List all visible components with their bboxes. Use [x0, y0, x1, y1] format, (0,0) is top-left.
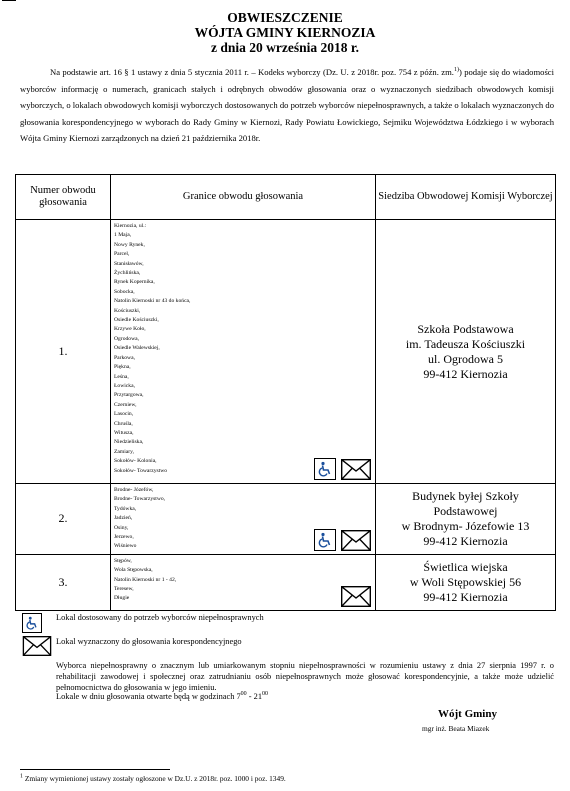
- legend-postal-text: Lokal wyznaczony do głosowania korespondencyjnego: [56, 637, 242, 646]
- street-item: Osiedle Walewskiej,: [114, 345, 160, 352]
- district-streets: [111, 220, 376, 484]
- street-item: Zamiary,: [114, 448, 134, 455]
- street-item: Wiśniewo: [114, 543, 137, 550]
- intro-text-part1: Na podstawie art. 16 § 1 ustawy z dnia 5 stycznia 2011 r. – Kodeks wyborczy (Dz. U. z 2018r. poz. 754 z późn. zm.: [50, 67, 454, 77]
- street-item: Nowy Rynek,: [114, 241, 145, 248]
- street-item: Jadzień,: [114, 515, 133, 522]
- street-item: Lasocin,: [114, 411, 134, 418]
- street-item: Jerzewo,: [114, 534, 134, 541]
- envelope-icon: [341, 530, 371, 551]
- street-item: Parcel,: [114, 251, 130, 258]
- disabled-voter-note: Wyborca niepełnosprawny o znacznym lub umiarkowanym stopniu niepełnosprawności w rozumieniu ustawy z dnia 27 sierpnia 1997 r. o rehabilitacji zawodowej i społecznej oraz zatrudnianiu osób niepełnosprawnych może głosować korespondencyjnie, a także może udzielić pełnomocnictwa do głosowania w jego imieniu.: [56, 661, 554, 692]
- street-item: Żychlińska,: [114, 270, 141, 277]
- street-item: Brodne- Towarzystwo,: [114, 496, 166, 503]
- footnote-separator: [20, 769, 170, 770]
- street-item: Parkowa,: [114, 354, 135, 361]
- street-item: Sokołów- Kolonia,: [114, 458, 157, 465]
- seat-line: 99-412 Kiernozia: [423, 533, 508, 548]
- street-item: Leśna,: [114, 373, 129, 380]
- district-seat: [376, 554, 556, 610]
- street-item: Natolin Kiernoski nr 1 - 42,: [114, 576, 177, 583]
- street-item: Przytargowa,: [114, 392, 144, 399]
- street-item: Piękna,: [114, 364, 131, 371]
- envelope-icon: [341, 459, 371, 480]
- table-row: [16, 484, 556, 555]
- footnote-text: Zmiany wymienionej ustawy zostały ogłoszone w Dz.U. z 2018r. poz. 1000 i poz. 1349.: [23, 774, 286, 783]
- legend-wheelchair: [22, 613, 42, 633]
- wheelchair-icon: [314, 529, 336, 551]
- hours-open-sup: 00: [240, 691, 247, 698]
- corner-mark: [2, 0, 16, 1]
- street-item: Teresew,: [114, 586, 134, 593]
- wheelchair-icon: [314, 458, 336, 480]
- street-item: Kiernozia, ul.:: [114, 223, 147, 229]
- street-item: Stanisławów,: [114, 260, 144, 267]
- street-item: Czerniew,: [114, 401, 137, 408]
- district-number: 2.: [16, 484, 111, 555]
- seat-line: 99-412 Kiernozia: [423, 366, 508, 381]
- street-item: Brodne- Józefów,: [114, 487, 154, 493]
- district-streets: [111, 484, 376, 555]
- hours-dash: - 21: [246, 692, 263, 701]
- table-header-row: [16, 175, 556, 220]
- header-seat: Siedziba Obwodowej Komisji Wyborczej: [376, 175, 556, 220]
- document-subtitle: WÓJTA GMINY KIERNOZIA: [194, 25, 376, 40]
- street-item: 1 Maja,: [114, 232, 132, 239]
- opening-hours: [56, 692, 268, 701]
- envelope-icon: [341, 586, 371, 607]
- street-item: Chruśla,: [114, 420, 133, 427]
- seat-line: 99-412 Kiernozia: [423, 589, 508, 604]
- street-item: Rynek Kopernika,: [114, 279, 155, 286]
- signature-name: mgr inż. Beata Miazek: [422, 724, 490, 733]
- district-number: 3.: [16, 554, 111, 610]
- seat-line: w Woli Stępowskiej 56: [409, 574, 522, 589]
- district-seat: [376, 484, 556, 555]
- district-number: 1.: [16, 220, 111, 484]
- hours-close-sup: 00: [262, 691, 269, 698]
- header-number: Numer obwodu głosowania: [16, 175, 111, 220]
- district-seat: [376, 220, 556, 484]
- table-row: [16, 554, 556, 610]
- street-item: Osiny,: [114, 524, 129, 531]
- signature-title: Wójt Gminy: [438, 708, 497, 720]
- street-item: Długie: [114, 595, 130, 602]
- row-icons: [341, 586, 371, 607]
- footnote-reference: 1): [453, 67, 459, 74]
- districts-table: [15, 174, 556, 611]
- street-item: Sokołów- Towarzystwo: [114, 467, 168, 474]
- seat-line: Świetlica wiejska: [423, 559, 508, 574]
- street-item: Niedzieliska,: [114, 439, 144, 446]
- document-date: z dnia 20 września 2018 r.: [211, 40, 359, 55]
- wheelchair-icon: [22, 613, 42, 633]
- street-item: Osiedle Kościuszki,: [114, 317, 159, 324]
- street-item: Sobocka,: [114, 288, 135, 295]
- intro-text-part2: ) podaje się do wiadomości wyborców informację o numerach, granicach stałych i odrębnych obwodów głosowania oraz o wyznaczonych siedzibach obwodowych komisji wyborczych, o lokalach obwodowych komisji wyborczych dostosowanych do potrzeb wyborców niepełnosprawnych, a także o lokalach wyznaczonych do głosowania korespondencyjnego w wyborach do Rady Gminy w Kiernozi, Rady Powiatu Łowickiego, Sejmiku Województwa Łódzkiego i w wyborach Wójta Gminy Kiernozi zarządzonych na dzień 21 października 2018r.: [20, 67, 554, 144]
- hours-prefix: Lokale w dniu głosowania otwarte będą w godzinach 7: [56, 692, 241, 701]
- row-icons: [314, 458, 371, 480]
- seat-line: ul. Ogrodowa 5: [428, 351, 503, 366]
- street-item: Stępów,: [114, 557, 132, 564]
- legend-accessible-text: Lokal dostosowany do potrzeb wyborców niepełnosprawnych: [56, 613, 264, 622]
- street-item: Krzywe Koło,: [114, 326, 146, 333]
- street-item: Wola Stępowska,: [114, 567, 153, 574]
- header-boundaries: Granice obwodu głosowania: [111, 175, 376, 220]
- footnote: [20, 774, 286, 783]
- street-item: Tydówka,: [114, 505, 137, 512]
- street-item: Natolin Kiernoski nr 43 do końca,: [114, 298, 191, 305]
- district-streets: [111, 554, 376, 610]
- seat-line: Podstawowej: [433, 503, 498, 518]
- seat-line: Szkoła Podstawowa: [417, 321, 514, 336]
- envelope-icon: [22, 636, 52, 656]
- seat-line: Budynek byłej Szkoły: [412, 488, 519, 503]
- table-row: [16, 220, 556, 484]
- seat-line: w Brodnym- Józefowie 13: [401, 518, 530, 533]
- footnote-marker: 1: [20, 773, 23, 780]
- street-item: Ogrodowa,: [114, 335, 140, 342]
- seat-line: im. Tadeusza Kościuszki: [405, 336, 526, 351]
- street-item: Łowicka,: [114, 382, 135, 389]
- street-item: Witusza,: [114, 429, 134, 436]
- street-item: Kościuszki,: [114, 307, 141, 314]
- intro-paragraph: [20, 64, 554, 147]
- document-title: OBWIESZCZENIE: [227, 10, 343, 25]
- row-icons: [314, 529, 371, 551]
